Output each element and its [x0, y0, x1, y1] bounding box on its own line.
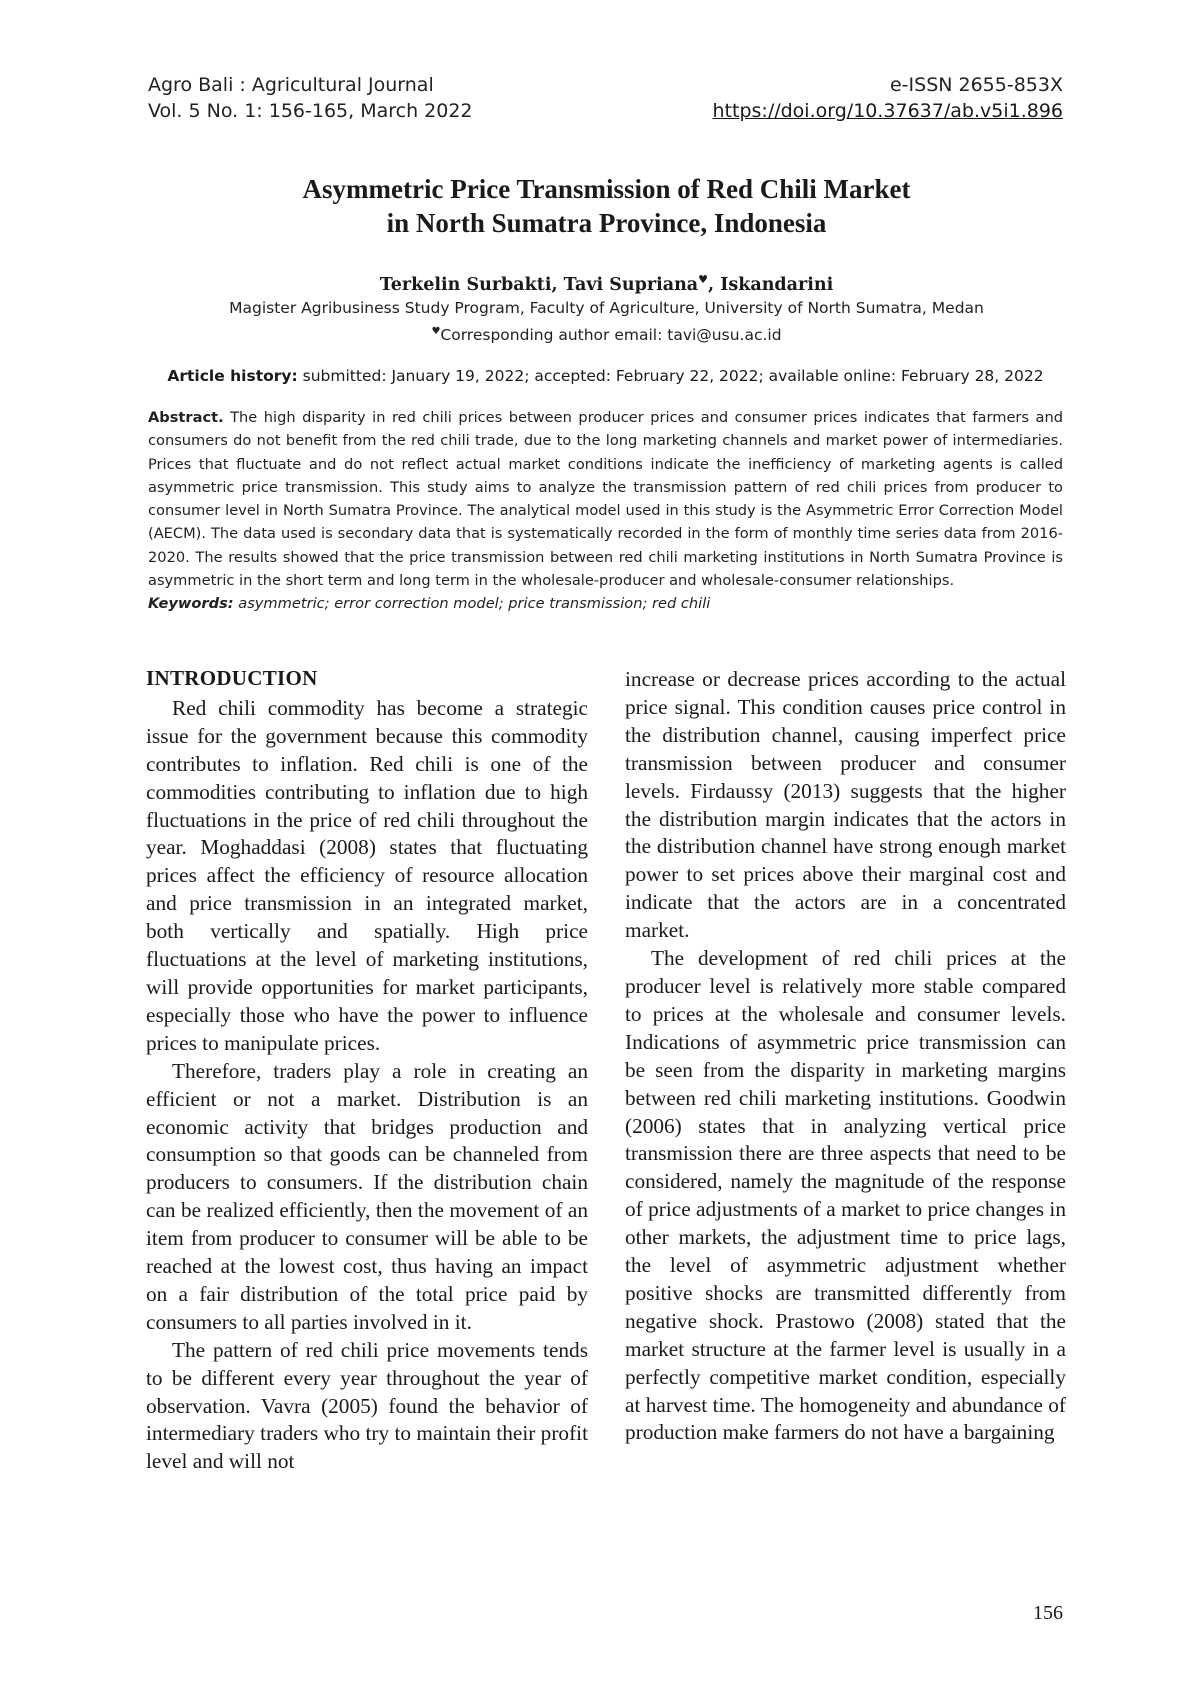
- keywords-line: [148, 592, 1063, 615]
- affiliation: Magister Agribusiness Study Program, Faculty of Agriculture, University of North Sumatra, Medan: [229, 299, 984, 317]
- corresponding-email-line: [150, 320, 1063, 347]
- paper-title: [150, 172, 1063, 240]
- body-paragraph: increase or decrease prices according to the actual price signal. This condition causes price control in the distribution channel, causing imperfect price transmission between producer and consumer levels. Firdaussy (2013) suggests that the higher the distribution margin indicates that the actors in the distribution channel have strong enough market power to set prices above their marginal cost and indicate that the actors are in a concentrated market.: [625, 667, 1066, 943]
- body-paragraph: The development of red chili prices at the producer level is relatively more stable compared to prices at the wholesale and consumer levels. Indications of asymmetric price transmission can be seen from the disparity in marketing margins between red chili marketing institutions. Goodwin (2006) states that in analyzing vertical price transmission there are three aspects that need to be considered, namely the magnitude of the response of price adjustments of a market to price changes in other markets, the adjustment time to price lags, the level of asymmetric adjustment whether positive shocks are transmitted differently from negative shock. Prastowo (2008) stated that the market structure at the farmer level is usually in a perfectly competitive market condition, especially at harvest time. The homogeneity and abundance of production make farmers do not have a bargaining: [625, 946, 1066, 1445]
- author-names-last: , Iskandarini: [708, 274, 834, 295]
- abstract-label: Abstract.: [148, 409, 224, 426]
- title-line-2: in North Sumatra Province, Indonesia: [386, 208, 827, 238]
- body-paragraph: Red chili commodity has become a strategic issue for the government because this commodity contributes to inflation. Red chili is one of the commodities contributing to inflation due to high fluctuations in the price of red chili throughout the year. Moghaddasi (2008) states that fluctuating prices affect the efficiency of resource allocation and price transmission in an integrated market, both vertically and spatially. High price fluctuations at the level of marketing institutions, will provide opportunities for market participants, especially those who have the power to influence prices to manipulate prices.: [146, 695, 588, 1055]
- body-paragraph: The pattern of red chili price movements tends to be different every year throughout the year of observation. Vavra (2005) found the behavior of intermediary traders who try to maintain their profit level and will not: [146, 1337, 588, 1474]
- heart-icon: ♥: [431, 326, 441, 337]
- left-column: [146, 665, 588, 1476]
- running-header-left: [148, 72, 473, 124]
- title-line-1: Asymmetric Price Transmission of Red Chili Market: [302, 174, 911, 204]
- issn: e-ISSN 2655-853X: [889, 74, 1063, 96]
- volume-info: Vol. 5 No. 1: 156-165, March 2022: [148, 100, 473, 122]
- corresponding-mark-icon: ♥: [698, 273, 709, 286]
- journal-name: Agro Bali : Agricultural Journal: [148, 74, 434, 96]
- keywords-text: asymmetric; error correction model; price transmission; red chili: [233, 595, 711, 613]
- abstract-text: The high disparity in red chili prices between producer prices and consumer prices indicates that farmers and consumers do not benefit from the red chili trade, due to the long marketing channels and market power of intermediaries. Prices that fluctuate and do not reflect actual market conditions indicate the inefficiency of marketing agents is called asymmetric price transmission. This study aims to analyze the transmission pattern of red chili prices from producer to consumer level in North Sumatra Province. The analytical model used in this study is the Asymmetric Error Correction Model (AECM). The data used is secondary data that is systematically recorded in the form of monthly time series data from 2016-2020. The results showed that the price transmission between red chili marketing institutions in North Sumatra Province is asymmetric in the short term and long term in the wholesale-producer and wholesale-consumer relationships.: [148, 409, 1063, 590]
- keywords-label: Keywords:: [148, 595, 234, 613]
- right-column: [625, 666, 1066, 1447]
- body-paragraph: Therefore, traders play a role in creating an efficient or not a market. Distribution is an economic activity that bridges production and consumption so that goods can be channeled from producers to consumers. If the distribution chain can be realized efficiently, then the movement of an item from producer to consumer will be able to be reached at the lowest cost, thus having an impact on a fair distribution of the total price paid by consumers to all parties involved in it.: [146, 1058, 588, 1334]
- history-label: Article history:: [167, 367, 298, 385]
- affiliation-block: [150, 296, 1063, 347]
- article-history: [148, 364, 1063, 388]
- page-number: 156: [1033, 1602, 1063, 1624]
- corresponding-email: Corresponding author email: tavi@usu.ac.id: [440, 326, 782, 345]
- doi-link[interactable]: https://doi.org/10.37637/ab.v5i1.896: [712, 100, 1063, 122]
- running-header-right: [713, 72, 1063, 124]
- author-names-first: Terkelin Surbakti, Tavi Supriana: [379, 274, 699, 295]
- section-heading-introduction: INTRODUCTION: [146, 666, 318, 690]
- history-dates: submitted: January 19, 2022; accepted: February 22, 2022; available online: February 28, 2022: [297, 367, 1044, 385]
- author-list: [150, 268, 1063, 297]
- abstract-block: [148, 406, 1063, 616]
